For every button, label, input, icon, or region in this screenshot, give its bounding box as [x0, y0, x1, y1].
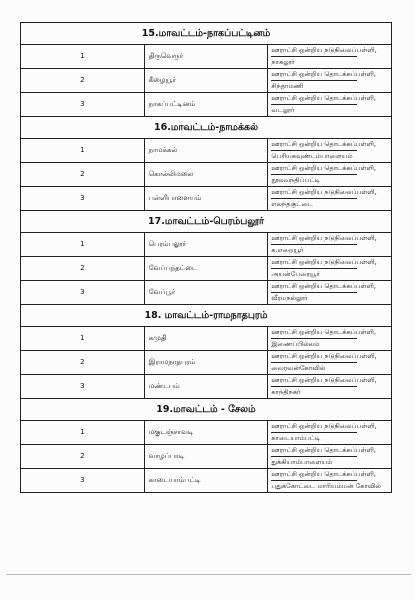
school-type: ஊராட்சி ஒன்றிய தொடக்கப்பள்ளி,	[271, 139, 357, 151]
district-header-row	[21, 305, 392, 327]
school-cell	[268, 45, 392, 69]
serial-number: 3	[21, 281, 145, 305]
block-name: வாழப்பாடி	[144, 445, 268, 469]
district-title: 15.மாவட்டம்-நாகப்பட்டினம்	[21, 23, 392, 45]
school-cell	[268, 351, 392, 375]
table-row	[21, 421, 392, 445]
serial-number: 2	[21, 445, 145, 469]
school-type: ஊராட்சி ஒன்றிய தொடக்கப்பள்ளி,	[271, 469, 357, 481]
serial-number: 1	[21, 139, 145, 163]
block-name: இராமநாதபுரம்	[144, 351, 268, 375]
district-header-row	[21, 399, 392, 421]
block-name: மண்டபம்	[144, 375, 268, 399]
district-title: 17.மாவட்டம்-பெரம்பலூர்	[21, 211, 392, 233]
serial-number: 1	[21, 327, 145, 351]
school-village: பெரியகவுண்டம்பாளையம்	[271, 152, 353, 160]
serial-number: 3	[21, 93, 145, 117]
serial-number: 3	[21, 469, 145, 493]
school-cell	[268, 139, 392, 163]
serial-number: 1	[21, 421, 145, 445]
school-type: ஊராட்சி ஒன்றிய நடுநிலைப்பள்ளி,	[271, 375, 357, 387]
district-title: 19.மாவட்டம் - சேலம்	[21, 399, 392, 421]
block-name: கீழையூர்	[144, 69, 268, 93]
block-name: பெரம்பலூர்	[144, 233, 268, 257]
school-type: ஊராட்சி ஒன்றிய தொடக்கப்பள்ளி,	[271, 69, 357, 81]
school-village: இணைப்பில்லம்	[271, 340, 320, 348]
page-edge-line	[6, 574, 411, 575]
block-name: வேப்பந்தட்டை	[144, 257, 268, 281]
district-header-row	[21, 117, 392, 139]
block-name: வேப்பூர்	[144, 281, 268, 305]
school-cell	[268, 69, 392, 93]
serial-number: 2	[21, 257, 145, 281]
block-name: பள்ளிபாளையம்	[144, 187, 268, 211]
table-row	[21, 351, 392, 375]
school-village: க.எறையூர்	[271, 246, 304, 254]
table-row	[21, 187, 392, 211]
school-type: ஊராட்சி ஒன்றிய தொடக்கப்பள்ளி,	[271, 327, 357, 339]
school-type: ஊராட்சி ஒன்றிய நடுநிலைப்பள்ளி,	[271, 351, 357, 363]
school-type: ஊராட்சி ஒன்றிய தொடக்கப்பள்ளி,	[271, 93, 357, 105]
table-row	[21, 281, 392, 305]
school-village: காந்திநகர்	[271, 388, 301, 396]
serial-number: 2	[21, 69, 145, 93]
school-type: ஊராட்சி ஒன்றிய தொடக்கப்பள்ளி,	[271, 445, 357, 457]
block-name: மகுடஞ்சாவடி	[144, 421, 268, 445]
table-row	[21, 469, 392, 493]
school-village: சிந்தாமணி	[271, 82, 304, 90]
table-row	[21, 163, 392, 187]
school-cell	[268, 281, 392, 305]
block-name: கொல்லிமலை	[144, 163, 268, 187]
school-village: வடலூர்	[271, 106, 295, 114]
school-cell	[268, 469, 392, 493]
table-row	[21, 257, 392, 281]
school-village: நாகலூர்	[271, 58, 295, 66]
district-header-row	[21, 211, 392, 233]
serial-number: 3	[21, 375, 145, 399]
school-cell	[268, 187, 392, 211]
school-type: ஊராட்சி ஒன்றிய நடுநிலைப்பள்ளி,	[271, 257, 357, 269]
table-row	[21, 93, 392, 117]
serial-number: 3	[21, 187, 145, 211]
school-cell	[268, 233, 392, 257]
serial-number: 1	[21, 233, 145, 257]
school-cell	[268, 257, 392, 281]
district-title: 16.மாவட்டம்-நாமக்கல்	[21, 117, 392, 139]
table-row	[21, 445, 392, 469]
school-village: துக்கியாம்பாளையம்	[271, 458, 333, 466]
school-type: ஊராட்சி ஒன்றிய நடுநிலைப்பள்ளி,	[271, 45, 357, 57]
school-village: வைரவன்கோவில்	[271, 364, 326, 372]
table-row	[21, 69, 392, 93]
school-type: ஊராட்சி ஒன்றிய தொடக்கப்பள்ளி,	[271, 163, 357, 175]
school-village: நூலவந்திப்பட்டி	[271, 176, 320, 184]
district-header-row	[21, 23, 392, 45]
table-row	[21, 45, 392, 69]
school-list-table	[20, 22, 392, 493]
table-row	[21, 375, 392, 399]
serial-number: 1	[21, 45, 145, 69]
block-name: நாமக்கல்	[144, 139, 268, 163]
table-row	[21, 139, 392, 163]
serial-number: 2	[21, 163, 145, 187]
serial-number: 2	[21, 351, 145, 375]
school-village: எலந்தகுட்டை	[271, 200, 314, 208]
school-type: ஊராட்சி ஒன்றிய தொடக்கப்பள்ளி,	[271, 281, 357, 293]
district-title: 18. மாவட்டம்-ராமநாதபுரம்	[21, 305, 392, 327]
school-cell	[268, 93, 392, 117]
block-name: காடையாம்பட்டி	[144, 469, 268, 493]
school-type: ஊராட்சி ஒன்றிய நடுநிலைப்பள்ளி,	[271, 233, 357, 245]
school-type: ஊராட்சி ஒன்றிய நடுநிலைப்பள்ளி,	[271, 421, 357, 433]
school-village: வீரமநல்லூர்	[271, 294, 308, 302]
school-cell	[268, 445, 392, 469]
school-cell	[268, 327, 392, 351]
school-cell	[268, 163, 392, 187]
school-cell	[268, 375, 392, 399]
block-name: கமுதி	[144, 327, 268, 351]
school-village: புதுக்கோட்டை மாரியம்மன் கோவில்	[271, 482, 381, 490]
school-village: காடையாம்பட்டி	[271, 434, 321, 442]
school-cell	[268, 421, 392, 445]
school-type: ஊராட்சி ஒன்றிய நடுநிலைப்பள்ளி,	[271, 187, 357, 199]
document-page	[20, 22, 392, 493]
table-row	[21, 233, 392, 257]
block-name: திருவெருர்	[144, 45, 268, 69]
school-village: அயன்பேரையூர்	[271, 270, 320, 278]
block-name: நாகப்பட்டினம்	[144, 93, 268, 117]
table-row	[21, 327, 392, 351]
